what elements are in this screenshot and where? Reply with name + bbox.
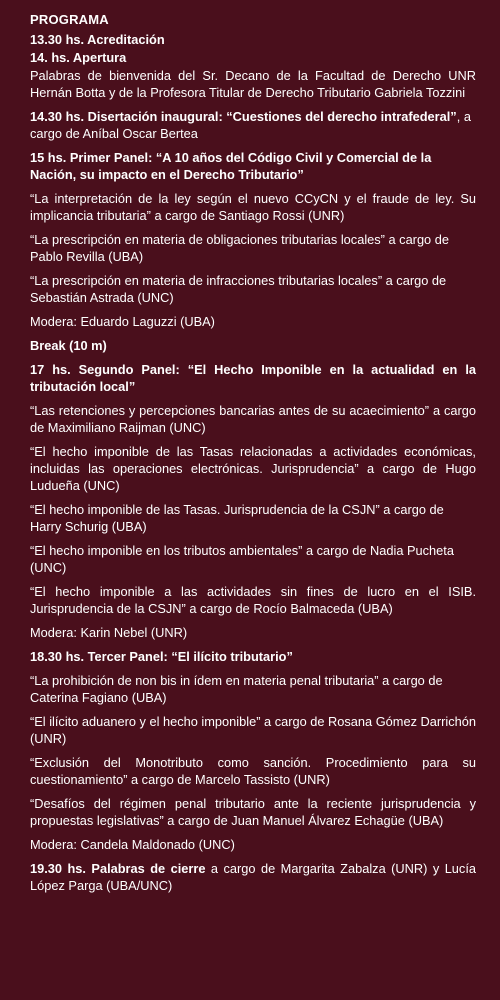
panel-1-talk: “La prescripción en materia de infracciones tributarias locales” a cargo de Sebastián Astrada (UNC) <box>30 273 447 305</box>
panel-2-moderator: Modera: Karin Nebel (UNR) <box>30 625 188 640</box>
panel-3-talk: “Desafíos del régimen penal tributario ante la reciente jurisprudencia y propuestas legislativas” a cargo de Juan Manuel Álvarez Echagüe (UBA) <box>30 796 476 828</box>
break: Break (10 m) <box>30 338 107 353</box>
panel-3-heading: 18.30 hs. Tercer Panel: “El ilícito tributario” <box>30 649 293 664</box>
panel-3-moderator: Modera: Candela Maldonado (UNC) <box>30 837 235 852</box>
panel-2-heading: 17 hs. Segundo Panel: “El Hecho Imponible en la actualidad en la tributación local” <box>30 362 476 394</box>
panel-3-talk: “La prohibición de non bis in ídem en materia penal tributaria” a cargo de Caterina Fagiano (UBA) <box>30 673 443 705</box>
program-title: PROGRAMA <box>30 12 109 27</box>
panel-1-heading: 15 hs. Primer Panel: “A 10 años del Código Civil y Comercial de la Nación, su impacto en el Derecho Tributario” <box>30 150 432 182</box>
panel-3-talk: “El ilícito aduanero y el hecho imponible” a cargo de Rosana Gómez Darrichón (UNR) <box>30 714 476 746</box>
panel-1-talk: “La prescripción en materia de obligaciones tributarias locales” a cargo de Pablo Revilla (UBA) <box>30 232 449 264</box>
item-disertacion: 14.30 hs. Disertación inaugural: “Cuestiones del derecho intrafederal”, a cargo de Aníbal Oscar Bertea <box>30 109 471 141</box>
panel-2-talk: “El hecho imponible de las Tasas relacionadas a actividades económicas, incluidas las operaciones electrónicas. Jurisprudencia” a cargo de Hugo Ludueña (UNC) <box>30 444 476 493</box>
item-apertura: 14. hs. Apertura <box>30 50 127 65</box>
panel-2-talk: “Las retenciones y percepciones bancarias antes de su acaecimiento” a cargo de Maximiliano Raijman (UNC) <box>30 403 476 435</box>
item-acreditacion: 13.30 hs. Acreditación <box>30 32 165 47</box>
panel-1-moderator: Modera: Eduardo Laguzzi (UBA) <box>30 314 215 329</box>
panel-2-talk: “El hecho imponible en los tributos ambientales” a cargo de Nadia Pucheta (UNC) <box>30 543 454 575</box>
apertura-text: Palabras de bienvenida del Sr. Decano de la Facultad de Derecho UNR Hernán Botta y de la Profesora Titular de Derecho Tributario Gabriela Tozzini <box>30 68 476 100</box>
panel-3-talk: “Exclusión del Monotributo como sanción. Procedimiento para su cuestionamiento” a cargo de Marcelo Tassisto (UNR) <box>30 755 476 787</box>
panel-2-talk: “El hecho imponible de las Tasas. Jurisprudencia de la CSJN” a cargo de Harry Schurig (UBA) <box>30 502 444 534</box>
panel-2-talk: “El hecho imponible a las actividades sin fines de lucro en el ISIB. Jurisprudencia de la CSJN” a cargo de Rocío Balmaceda (UBA) <box>30 584 476 616</box>
panel-1-talk: “La interpretación de la ley según el nuevo CCyCN y el fraude de ley. Su implicancia tributaria” a cargo de Santiago Rossi (UNR) <box>30 191 476 223</box>
item-cierre: 19.30 hs. Palabras de cierre a cargo de Margarita Zabalza (UNR) y Lucía López Parga (UBA/UNC) <box>30 861 476 893</box>
